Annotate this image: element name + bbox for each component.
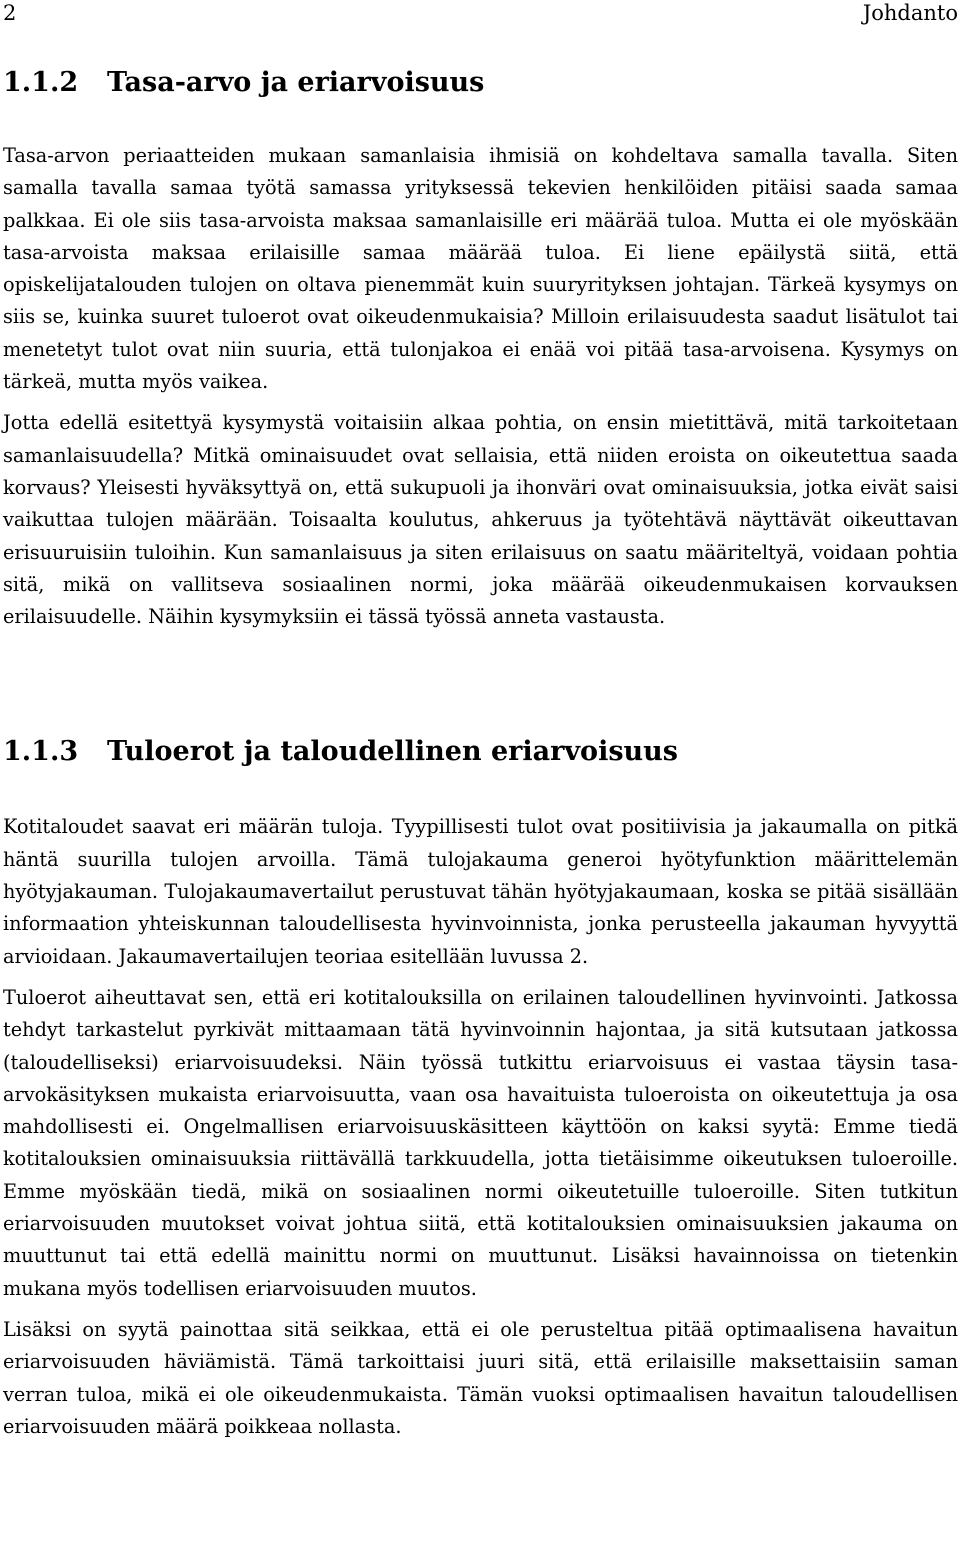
section-title: Tuloerot ja taloudellinen eriarvoisuus xyxy=(107,736,678,768)
paragraph: Jotta edellä esitettyä kysymystä voitaisiin alkaa pohtia, on ensin mietittävä, mitä tarkoitetaan samanlaisuudella? Mitkä ominaisuudet ovat sellaisia, että niiden eroista on oikeutettua saada korvaus? Yleisesti hyväksyttyä on, että sukupuoli ja ihonväri ovat ominaisuuksia, jotka eivät saisi vaikuttaa tulojen määrään. Toisaalta koulutus, ahkeruus ja työtehtävä näyttävät oikeuttavan erisuuruisiin tuloihin. Kun samanlaisuus ja siten erilaisuus on saatu määriteltyä, voidaan pohtia sitä, mikä on vallitseva sosiaalinen normi, joka määrää oikeudenmukaisen korvauksen erilaisuudelle. Näihin kysymyksiin ei tässä työssä anneta vastausta. xyxy=(3,411,958,629)
chapter-title: Johdanto xyxy=(862,1,958,25)
section-number: 1.1.2 xyxy=(3,67,79,98)
section-body xyxy=(3,140,958,633)
section-body xyxy=(3,811,958,1443)
running-head xyxy=(3,0,958,26)
section-heading xyxy=(3,735,958,769)
paragraph: Kotitaloudet saavat eri määrän tuloja. Tyypillisesti tulot ovat positiivisia ja jakaumalla on pitkä häntä suurilla tulojen arvoilla. Tämä tulojakauma generoi hyötyfunktion määrittelemän hyötyjakauman. Tulojakaumavertailut perustuvat tähän hyötyjakaumaan, koska se pitää sisällään informaation yhteiskunnan taloudellisesta hyvinvoinnista, jonka perusteella jakauman hyvyyttä arvioidaan. Jakaumavertailujen teoriaa esitellään luvussa 2. xyxy=(3,815,958,968)
section-heading xyxy=(3,66,958,100)
section-title: Tasa-arvo ja eriarvoisuus xyxy=(107,67,485,98)
paragraph: Tuloerot aiheuttavat sen, että eri kotitalouksilla on erilainen taloudellinen hyvinvointi. Jatkossa tehdyt tarkastelut pyrkivät mittaamaan tätä hyvinvoinnin hajontaa, ja sitä kutsutaan jatkossa (taloudelliseksi) eriarvoisuudeksi. Näin työssä tutkittu eriarvoisuus ei vastaa täysin tasa-arvokäsityksen mukaista eriarvoisuutta, vaan osa havaituista tuloeroista on oikeutettuja ja osa mahdollisesti ei. Ongelmallisen eriarvoisuuskäsitteen käyttöön on kaksi syytä: Emme tiedä kotitalouksien ominaisuuksia riittävällä tarkkuudella, jotta tietäisimme oikeutuksen tuloeroille. Emme myöskään tiedä, mikä on sosiaalinen normi oikeutetuille tuloeroille. Siten tutkitun eriarvoisuuden muutokset voivat johtua siitä, että kotitalouksien ominaisuuksien jakauma on muuttunut tai että edellä mainittu normi on muuttunut. Lisäksi havainnoissa on tietenkin mukana myös todellisen eriarvoisuuden muutos. xyxy=(3,985,958,1300)
page-number: 2 xyxy=(3,1,17,25)
paragraph: Lisäksi on syytä painottaa sitä seikkaa, että ei ole perusteltua pitää optimaalisena havaitun eriarvoisuuden häviämistä. Tämä tarkoittaisi juuri sitä, että erilaisille maksettaisiin saman verran tuloa, mikä ei ole oikeudenmukaista. Tämän vuoksi optimaalisen havaitun taloudellisen eriarvoisuuden määrä poikkeaa nollasta. xyxy=(3,1317,958,1438)
section-number: 1.1.3 xyxy=(3,736,79,768)
paragraph: Tasa-arvon periaatteiden mukaan samanlaisia ihmisiä on kohdeltava samalla tavalla. Siten samalla tavalla samaa työtä samassa yrityksessä tekevien henkilöiden pitäisi saada samaa palkkaa. Ei ole siis tasa-arvoista maksaa samanlaisille eri määrää tuloa. Mutta ei ole myöskään tasa-arvoista maksaa erilaisille samaa määrää tuloa. Ei liene epäilystä siitä, että opiskelijatalouden tulojen on oltava pienemmät kuin suuryrityksen johtajan. Tärkeä kysymys on siis se, kuinka suuret tuloerot ovat oikeudenmukaisia? Milloin erilaisuudesta saadut lisätulot tai menetetyt tulot ovat niin suuria, että tulonjakoa ei enää voi pitää tasa-arvoisena. Kysymys on tärkeä, mutta myös vaikea. xyxy=(3,144,958,394)
